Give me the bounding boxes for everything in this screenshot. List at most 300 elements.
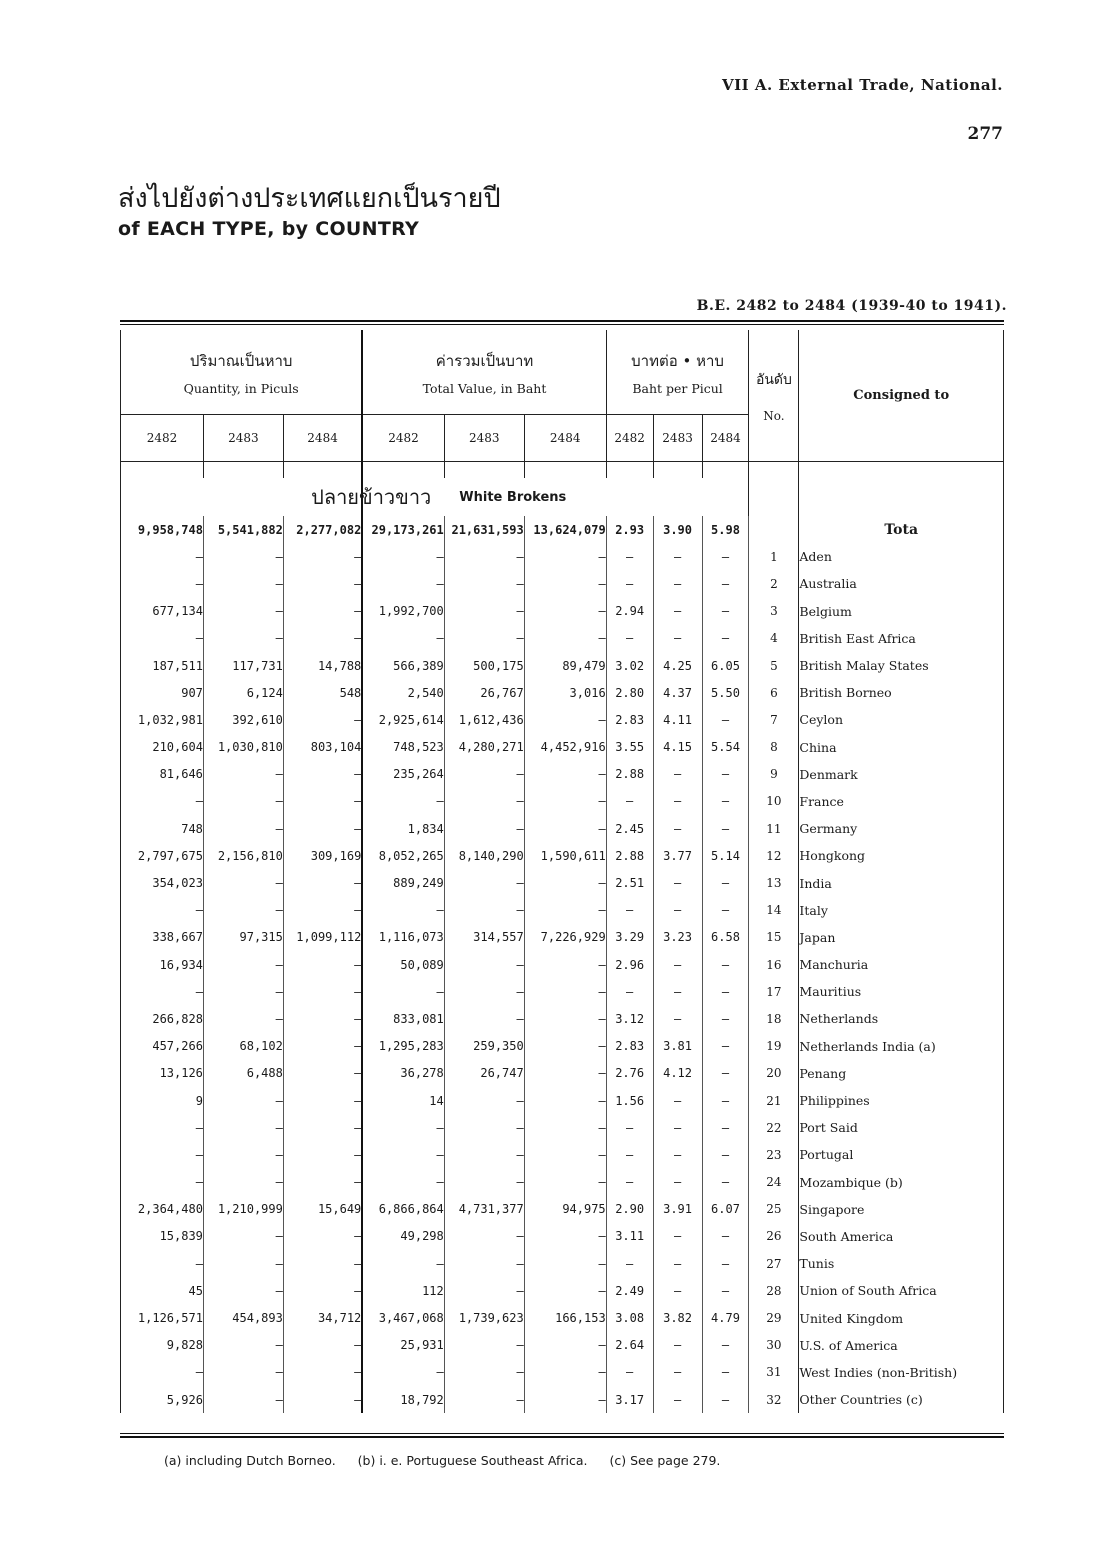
cell-value-2484: — <box>524 1386 606 1413</box>
cell-qty-2482: — <box>121 788 204 815</box>
total-rate-2482: 2.93 <box>606 516 653 543</box>
cell-value-2482: 112 <box>362 1277 444 1304</box>
section-label <box>121 478 432 516</box>
table-row <box>121 1114 1004 1141</box>
country-name: Australia <box>799 570 1004 597</box>
cell-qty-2484: — <box>283 788 362 815</box>
country-name: Manchuria <box>799 951 1004 978</box>
cell-rate-2483: — <box>653 788 702 815</box>
row-number: 12 <box>766 848 782 863</box>
cell-rate-2484: 6.05 <box>702 652 749 679</box>
country-name: Hongkong <box>799 842 1004 869</box>
year-header: 2482 <box>606 415 653 462</box>
cell-value-2482: 49,298 <box>362 1223 444 1250</box>
cell-value-2482: 3,467,068 <box>362 1304 444 1331</box>
bottom-rule-thin <box>120 1433 1004 1434</box>
cell-rate-2483: — <box>653 1114 702 1141</box>
country-name: Other Countries (c) <box>799 1386 1004 1413</box>
rate-header-en: Baht per Picul <box>632 380 723 396</box>
table-row <box>121 1005 1004 1032</box>
cell-qty-2482: 15,839 <box>121 1223 204 1250</box>
rate-header <box>606 330 749 415</box>
table-row <box>121 815 1004 842</box>
cell-value-2483: — <box>444 1141 524 1168</box>
cell-qty-2483: — <box>203 625 283 652</box>
cell-value-2482: 2,540 <box>362 679 444 706</box>
cell-qty-2483: — <box>203 1332 283 1359</box>
cell-qty-2484: — <box>283 1114 362 1141</box>
cell-value-2483: 1,612,436 <box>444 706 524 733</box>
cell-value-2482: 50,089 <box>362 951 444 978</box>
cell-value-2484: — <box>524 788 606 815</box>
cell-rate-2482: — <box>606 1359 653 1386</box>
row-number: 21 <box>766 1093 782 1108</box>
cell-value-2482: — <box>362 1141 444 1168</box>
cell-value-2483: 1,739,623 <box>444 1304 524 1331</box>
cell-rate-2484: — <box>702 543 749 570</box>
cell-qty-2483: — <box>203 1169 283 1196</box>
cell-value-2483: — <box>444 951 524 978</box>
cell-qty-2484: 803,104 <box>283 734 362 761</box>
table-row <box>121 1060 1004 1087</box>
cell-rate-2484: — <box>702 978 749 1005</box>
row-number: 14 <box>766 903 782 918</box>
number-header-en: No. <box>763 408 785 423</box>
cell-rate-2483: 4.25 <box>653 652 702 679</box>
cell-qty-2484: — <box>283 951 362 978</box>
cell-rate-2483: — <box>653 761 702 788</box>
cell-qty-2482: 9,828 <box>121 1332 204 1359</box>
cell-qty-2484: — <box>283 706 362 733</box>
cell-rate-2483: 4.15 <box>653 734 702 761</box>
total-value-2483: 21,631,593 <box>444 516 524 543</box>
cell-value-2483: — <box>444 1114 524 1141</box>
table-row <box>121 951 1004 978</box>
cell-rate-2483: — <box>653 570 702 597</box>
cell-value-2483: — <box>444 543 524 570</box>
running-head: VII A. External Trade, National. <box>721 76 1003 94</box>
cell-qty-2484: — <box>283 1033 362 1060</box>
cell-rate-2483: 3.81 <box>653 1033 702 1060</box>
cell-value-2484: — <box>524 761 606 788</box>
country-name: Ceylon <box>799 706 1004 733</box>
cell-value-2484: — <box>524 978 606 1005</box>
row-number: 24 <box>766 1175 782 1190</box>
cell-value-2484: 4,452,916 <box>524 734 606 761</box>
cell-qty-2482: 457,266 <box>121 1033 204 1060</box>
cell-rate-2484: — <box>702 625 749 652</box>
country-name: Port Said <box>799 1114 1004 1141</box>
cell-rate-2484: 5.14 <box>702 842 749 869</box>
country-name: Tunis <box>799 1250 1004 1277</box>
table-row <box>121 1223 1004 1250</box>
country-name: France <box>799 788 1004 815</box>
country-name: Mozambique (b) <box>799 1169 1004 1196</box>
country-name: Portugal <box>799 1141 1004 1168</box>
cell-value-2483: — <box>444 1386 524 1413</box>
top-rule-thin <box>120 324 1004 325</box>
year-header: 2484 <box>283 415 362 462</box>
cell-value-2483: — <box>444 815 524 842</box>
cell-rate-2482: 2.49 <box>606 1277 653 1304</box>
cell-qty-2483: — <box>203 543 283 570</box>
cell-rate-2483: — <box>653 625 702 652</box>
cell-value-2484: 3,016 <box>524 679 606 706</box>
year-header: 2484 <box>524 415 606 462</box>
table-row <box>121 1359 1004 1386</box>
table-row <box>121 1033 1004 1060</box>
cell-value-2482: 1,834 <box>362 815 444 842</box>
cell-rate-2482: 2.45 <box>606 815 653 842</box>
row-number: 17 <box>766 984 782 999</box>
cell-value-2482: 1,992,700 <box>362 598 444 625</box>
cell-rate-2483: — <box>653 1386 702 1413</box>
cell-value-2483: 314,557 <box>444 924 524 951</box>
cell-qty-2484: — <box>283 1060 362 1087</box>
row-number: 27 <box>766 1256 782 1271</box>
table-row <box>121 652 1004 679</box>
row-number: 10 <box>766 794 782 809</box>
table-row <box>121 1277 1004 1304</box>
country-name: Philippines <box>799 1087 1004 1114</box>
cell-rate-2483: — <box>653 1223 702 1250</box>
cell-rate-2482: 1.56 <box>606 1087 653 1114</box>
row-number: 28 <box>766 1283 782 1298</box>
cell-rate-2483: — <box>653 978 702 1005</box>
year-header: 2484 <box>702 415 749 462</box>
cell-qty-2483: — <box>203 1087 283 1114</box>
table-row <box>121 706 1004 733</box>
cell-value-2484: — <box>524 951 606 978</box>
table-row <box>121 1386 1004 1413</box>
cell-rate-2483: — <box>653 951 702 978</box>
cell-rate-2484: — <box>702 761 749 788</box>
cell-value-2482: 2,925,614 <box>362 706 444 733</box>
cell-value-2483: — <box>444 1169 524 1196</box>
cell-qty-2484: — <box>283 1087 362 1114</box>
cell-qty-2482: — <box>121 978 204 1005</box>
row-number: 25 <box>766 1202 782 1217</box>
cell-qty-2484: 1,099,112 <box>283 924 362 951</box>
cell-rate-2484: — <box>702 788 749 815</box>
header-group-row <box>121 330 1004 415</box>
year-header: 2483 <box>444 415 524 462</box>
cell-rate-2484: — <box>702 815 749 842</box>
cell-qty-2484: 548 <box>283 679 362 706</box>
cell-rate-2484: — <box>702 869 749 896</box>
cell-value-2483: 26,767 <box>444 679 524 706</box>
row-number: 1 <box>770 549 778 564</box>
trade-table <box>120 330 1004 1413</box>
row-number: 8 <box>770 740 778 755</box>
cell-qty-2483: 6,124 <box>203 679 283 706</box>
cell-value-2484: 1,590,611 <box>524 842 606 869</box>
cell-value-2483: — <box>444 1277 524 1304</box>
cell-value-2482: — <box>362 897 444 924</box>
cell-rate-2483: 3.23 <box>653 924 702 951</box>
cell-rate-2484: — <box>702 1277 749 1304</box>
cell-qty-2482: — <box>121 543 204 570</box>
cell-rate-2482: — <box>606 978 653 1005</box>
row-number: 3 <box>770 604 778 619</box>
country-name: United Kingdom <box>799 1304 1004 1331</box>
row-number: 5 <box>770 658 778 673</box>
cell-qty-2483: 1,210,999 <box>203 1196 283 1223</box>
year-header: 2482 <box>362 415 444 462</box>
cell-qty-2482: 9 <box>121 1087 204 1114</box>
period-label: B.E. 2482 to 2484 (1939-40 to 1941). <box>696 298 1007 314</box>
cell-rate-2483: — <box>653 897 702 924</box>
cell-rate-2483: — <box>653 1169 702 1196</box>
cell-qty-2484: — <box>283 1250 362 1277</box>
cell-rate-2482: 3.29 <box>606 924 653 951</box>
section-row <box>121 478 1004 516</box>
total-qty-2482: 9,958,748 <box>121 516 204 543</box>
cell-qty-2484: 309,169 <box>283 842 362 869</box>
cell-rate-2483: — <box>653 869 702 896</box>
cell-rate-2483: 4.11 <box>653 706 702 733</box>
cell-value-2484: — <box>524 1060 606 1087</box>
cell-value-2483: — <box>444 1250 524 1277</box>
cell-rate-2484: — <box>702 951 749 978</box>
cell-value-2482: — <box>362 543 444 570</box>
cell-qty-2482: 354,023 <box>121 869 204 896</box>
cell-value-2482: 889,249 <box>362 869 444 896</box>
cell-qty-2482: 210,604 <box>121 734 204 761</box>
total-value-2482: 29,173,261 <box>362 516 444 543</box>
trade-table-frame <box>120 320 1004 1442</box>
country-name: Denmark <box>799 761 1004 788</box>
country-name: British Malay States <box>799 652 1004 679</box>
cell-value-2484: — <box>524 1250 606 1277</box>
cell-qty-2483: — <box>203 951 283 978</box>
cell-qty-2484: — <box>283 1386 362 1413</box>
cell-rate-2483: — <box>653 598 702 625</box>
row-number: 15 <box>766 930 782 945</box>
cell-rate-2483: 4.37 <box>653 679 702 706</box>
table-row <box>121 978 1004 1005</box>
cell-value-2482: 566,389 <box>362 652 444 679</box>
cell-qty-2482: 677,134 <box>121 598 204 625</box>
cell-qty-2482: — <box>121 570 204 597</box>
cell-rate-2483: — <box>653 1005 702 1032</box>
cell-rate-2482: 2.80 <box>606 679 653 706</box>
cell-qty-2483: 6,488 <box>203 1060 283 1087</box>
cell-value-2482: 1,295,283 <box>362 1033 444 1060</box>
cell-value-2482: 36,278 <box>362 1060 444 1087</box>
country-name: Penang <box>799 1060 1004 1087</box>
cell-qty-2484: — <box>283 625 362 652</box>
cell-rate-2482: — <box>606 543 653 570</box>
year-header: 2483 <box>653 415 702 462</box>
cell-value-2482: — <box>362 788 444 815</box>
cell-rate-2482: 2.83 <box>606 706 653 733</box>
row-number: 32 <box>766 1392 782 1407</box>
cell-value-2483: 4,731,377 <box>444 1196 524 1223</box>
year-header: 2482 <box>121 415 204 462</box>
table-row <box>121 897 1004 924</box>
cell-qty-2484: — <box>283 869 362 896</box>
cell-qty-2482: 13,126 <box>121 1060 204 1087</box>
row-number: 31 <box>766 1365 782 1380</box>
cell-qty-2483: 454,893 <box>203 1304 283 1331</box>
cell-value-2482: 25,931 <box>362 1332 444 1359</box>
row-number: 7 <box>770 712 778 727</box>
cell-qty-2483: — <box>203 788 283 815</box>
cell-rate-2484: — <box>702 1005 749 1032</box>
country-name: Union of South Africa <box>799 1277 1004 1304</box>
cell-rate-2482: 3.17 <box>606 1386 653 1413</box>
cell-qty-2483: — <box>203 1114 283 1141</box>
cell-rate-2484: — <box>702 1114 749 1141</box>
cell-rate-2482: 2.90 <box>606 1196 653 1223</box>
table-row <box>121 1304 1004 1331</box>
cell-value-2482: 14 <box>362 1087 444 1114</box>
cell-value-2482: 1,116,073 <box>362 924 444 951</box>
cell-qty-2484: — <box>283 1332 362 1359</box>
cell-rate-2482: 2.96 <box>606 951 653 978</box>
cell-value-2482: 18,792 <box>362 1386 444 1413</box>
cell-qty-2483: 2,156,810 <box>203 842 283 869</box>
cell-qty-2482: 338,667 <box>121 924 204 951</box>
row-number: 13 <box>766 876 782 891</box>
cell-value-2484: — <box>524 543 606 570</box>
cell-value-2482: — <box>362 1250 444 1277</box>
cell-qty-2483: — <box>203 815 283 842</box>
cell-value-2482: 6,866,864 <box>362 1196 444 1223</box>
table-row <box>121 924 1004 951</box>
cell-rate-2484: 4.79 <box>702 1304 749 1331</box>
country-name: Japan <box>799 924 1004 951</box>
cell-rate-2483: 3.91 <box>653 1196 702 1223</box>
cell-rate-2482: 3.12 <box>606 1005 653 1032</box>
cell-value-2484: — <box>524 815 606 842</box>
title-english: of EACH TYPE, by COUNTRY <box>118 218 420 240</box>
row-number: 30 <box>766 1338 782 1353</box>
section-title-en: White Brokens <box>459 489 567 505</box>
cell-value-2483: — <box>444 570 524 597</box>
row-number: 2 <box>770 576 778 591</box>
cell-rate-2482: — <box>606 570 653 597</box>
cell-qty-2482: 187,511 <box>121 652 204 679</box>
table-row <box>121 679 1004 706</box>
cell-qty-2483: — <box>203 570 283 597</box>
cell-rate-2484: — <box>702 1087 749 1114</box>
row-number: 18 <box>766 1011 782 1026</box>
cell-value-2484: — <box>524 1087 606 1114</box>
cell-qty-2484: — <box>283 1359 362 1386</box>
cell-rate-2483: — <box>653 1250 702 1277</box>
number-header <box>749 330 799 462</box>
cell-qty-2483: — <box>203 1386 283 1413</box>
cell-qty-2484: — <box>283 598 362 625</box>
country-name: British East Africa <box>799 625 1004 652</box>
cell-value-2484: — <box>524 869 606 896</box>
cell-value-2482: — <box>362 1169 444 1196</box>
cell-rate-2482: 2.94 <box>606 598 653 625</box>
cell-qty-2484: — <box>283 1169 362 1196</box>
table-row <box>121 1332 1004 1359</box>
cell-value-2484: — <box>524 625 606 652</box>
cell-rate-2484: — <box>702 598 749 625</box>
cell-rate-2484: — <box>702 570 749 597</box>
cell-value-2484: — <box>524 897 606 924</box>
country-name: U.S. of America <box>799 1332 1004 1359</box>
rate-header-thai: บาทต่อ • หาบ <box>631 351 724 370</box>
cell-value-2483: — <box>444 869 524 896</box>
cell-qty-2483: — <box>203 761 283 788</box>
cell-qty-2484: — <box>283 815 362 842</box>
total-row <box>121 516 1004 543</box>
cell-value-2484: — <box>524 706 606 733</box>
cell-rate-2484: — <box>702 1332 749 1359</box>
cell-value-2482: 8,052,265 <box>362 842 444 869</box>
cell-rate-2482: — <box>606 1141 653 1168</box>
cell-qty-2482: 748 <box>121 815 204 842</box>
cell-value-2483: 259,350 <box>444 1033 524 1060</box>
cell-value-2484: — <box>524 1332 606 1359</box>
cell-rate-2482: 2.76 <box>606 1060 653 1087</box>
cell-qty-2482: — <box>121 1250 204 1277</box>
cell-value-2482: 235,264 <box>362 761 444 788</box>
footnotes <box>164 1453 738 1468</box>
cell-rate-2482: 3.08 <box>606 1304 653 1331</box>
cell-qty-2484: — <box>283 978 362 1005</box>
total-qty-2484: 2,277,082 <box>283 516 362 543</box>
cell-value-2484: — <box>524 1005 606 1032</box>
cell-value-2484: 7,226,929 <box>524 924 606 951</box>
cell-value-2483: — <box>444 897 524 924</box>
table-row <box>121 543 1004 570</box>
country-name: West Indies (non-British) <box>799 1359 1004 1386</box>
cell-rate-2484: — <box>702 706 749 733</box>
total-number <box>749 516 799 543</box>
cell-rate-2484: 5.50 <box>702 679 749 706</box>
cell-value-2484: — <box>524 1169 606 1196</box>
cell-qty-2482: — <box>121 1359 204 1386</box>
cell-rate-2482: 2.83 <box>606 1033 653 1060</box>
total-value-2484: 13,624,079 <box>524 516 606 543</box>
cell-value-2484: — <box>524 1223 606 1250</box>
country-name: Belgium <box>799 598 1004 625</box>
row-number: 4 <box>770 631 778 646</box>
cell-qty-2482: 2,797,675 <box>121 842 204 869</box>
cell-rate-2482: 2.51 <box>606 869 653 896</box>
cell-qty-2484: — <box>283 570 362 597</box>
table-row <box>121 1141 1004 1168</box>
cell-rate-2483: — <box>653 815 702 842</box>
cell-rate-2484: — <box>702 1141 749 1168</box>
table-row <box>121 570 1004 597</box>
cell-qty-2482: — <box>121 625 204 652</box>
cell-value-2483: — <box>444 625 524 652</box>
cell-qty-2482: 1,032,981 <box>121 706 204 733</box>
cell-value-2482: — <box>362 1114 444 1141</box>
cell-value-2483: 500,175 <box>444 652 524 679</box>
cell-value-2482: 833,081 <box>362 1005 444 1032</box>
cell-rate-2484: — <box>702 1386 749 1413</box>
value-header-thai: ค่ารวมเป็นบาท <box>435 351 534 370</box>
cell-value-2484: 166,153 <box>524 1304 606 1331</box>
cell-qty-2484: — <box>283 1223 362 1250</box>
quantity-header-en: Quantity, in Piculs <box>183 380 299 396</box>
row-number: 9 <box>770 767 778 782</box>
cell-rate-2483: — <box>653 1087 702 1114</box>
cell-qty-2483: 117,731 <box>203 652 283 679</box>
cell-value-2483: — <box>444 978 524 1005</box>
cell-qty-2482: 16,934 <box>121 951 204 978</box>
country-name: Aden <box>799 543 1004 570</box>
